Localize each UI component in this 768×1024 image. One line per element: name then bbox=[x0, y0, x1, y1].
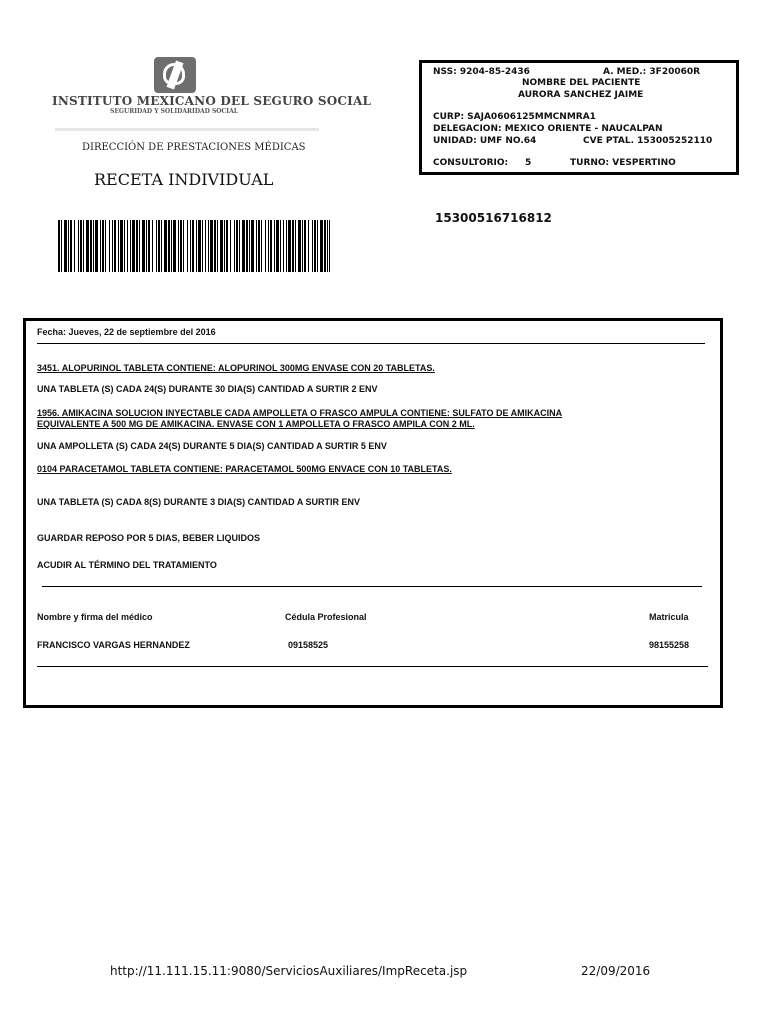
doctor-matricula: 98155258 bbox=[649, 640, 690, 650]
institution-name: INSTITUTO MEXICANO DEL SEGURO SOCIAL bbox=[52, 94, 372, 108]
divider-top bbox=[37, 343, 705, 344]
medication-item-1-desc: 3451. ALOPURINOL TABLETA CONTIENE: ALOPURINOL 300MG ENVASE CON 20 TABLETAS. bbox=[37, 363, 435, 373]
patient-cve: CVE PTAL. 153005252110 bbox=[583, 136, 713, 146]
patient-info-box bbox=[419, 60, 739, 175]
matricula-label: Matricula bbox=[649, 612, 689, 622]
institution-subtitle: SEGURIDAD Y SOLIDARIDAD SOCIAL bbox=[110, 108, 238, 115]
footer-url: http://11.111.15.11:9080/ServiciosAuxiliares/ImpReceta.jsp bbox=[110, 964, 468, 978]
document-title: RECETA INDIVIDUAL bbox=[94, 170, 274, 189]
instruction-note-1: GUARDAR REPOSO POR 5 DIAS, BEBER LIQUIDOS bbox=[37, 533, 261, 543]
prescription-box bbox=[23, 318, 723, 708]
patient-name: AURORA SANCHEZ JAIME bbox=[518, 90, 644, 100]
medication-item-1-dosage: UNA TABLETA (S) CADA 24(S) DURANTE 30 DIA(S) CANTIDAD A SURTIR 2 ENV bbox=[37, 384, 378, 394]
imss-logo-icon bbox=[154, 57, 196, 93]
medication-item-3-dosage: UNA TABLETA (S) CADA 8(S) DURANTE 3 DIA(S) CANTIDAD A SURTIR ENV bbox=[37, 497, 360, 507]
patient-curp: CURP: SAJA0606125MMCNMRA1 bbox=[433, 112, 596, 122]
patient-name-label: NOMBRE DEL PACIENTE bbox=[522, 78, 641, 88]
medication-item-2-dosage: UNA AMPOLLETA (S) CADA 24(S) DURANTE 5 DIA(S) CANTIDAD A SURTIR 5 ENV bbox=[37, 441, 387, 451]
doctor-cedula: 09158525 bbox=[288, 640, 329, 650]
divider-middle bbox=[42, 586, 702, 587]
prescription-date: Fecha: Jueves, 22 de septiembre del 2016 bbox=[37, 327, 216, 337]
medication-item-2-desc: 1956. AMIKACINA SOLUCION INYECTABLE CADA AMPOLLETA O FRASCO AMPULA CONTIENE: SULFATO DE AMIKACINA bbox=[37, 408, 563, 418]
patient-consultorio-label: CONSULTORIO: bbox=[433, 158, 509, 168]
direction-title: DIRECCIÓN DE PRESTACIONES MÉDICAS bbox=[82, 142, 306, 153]
header-divider bbox=[55, 128, 319, 131]
barcode-image bbox=[58, 220, 330, 272]
patient-turno: TURNO: VESPERTINO bbox=[570, 158, 676, 168]
instruction-note-2: ACUDIR AL TÉRMINO DEL TRATAMIENTO bbox=[37, 560, 217, 570]
footer-date: 22/09/2016 bbox=[581, 964, 651, 978]
prescription-folio: 15300516716812 bbox=[435, 211, 552, 225]
medication-item-3-desc: 0104 PARACETAMOL TABLETA CONTIENE: PARACETAMOL 500MG ENVACE CON 10 TABLETAS. bbox=[37, 464, 452, 474]
doctor-name: FRANCISCO VARGAS HERNANDEZ bbox=[37, 640, 190, 650]
patient-unidad: UNIDAD: UMF NO.64 bbox=[433, 136, 537, 146]
patient-delegacion: DELEGACION: MEXICO ORIENTE - NAUCALPAN bbox=[433, 124, 663, 134]
patient-consultorio: 5 bbox=[525, 158, 532, 168]
divider-bottom bbox=[37, 666, 708, 667]
patient-amed: A. MED.: 3F20060R bbox=[603, 67, 701, 77]
cedula-label: Cédula Profesional bbox=[285, 612, 367, 622]
medication-item-2-desc-cont: EQUIVALENTE A 500 MG DE AMIKACINA. ENVASE CON 1 AMPOLLETA O FRASCO AMPILA CON 2 ML. bbox=[37, 419, 475, 429]
doctor-label: Nombre y firma del médico bbox=[37, 612, 153, 622]
patient-nss: NSS: 9204-85-2436 bbox=[433, 67, 530, 77]
